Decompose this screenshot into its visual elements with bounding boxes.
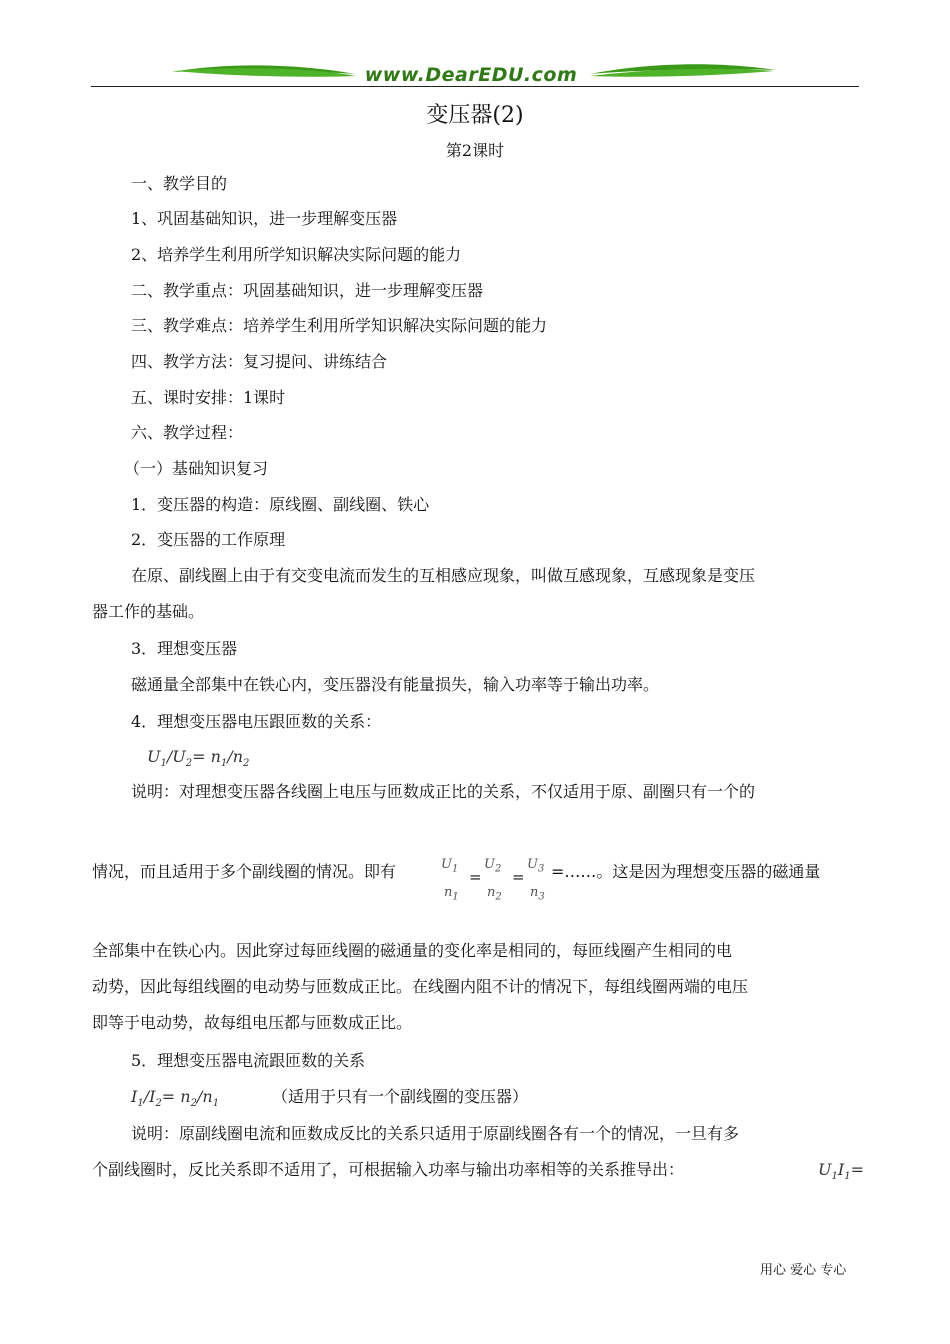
fraction-u3-den: $n_3$ <box>530 885 545 903</box>
site-logo-text: www.DearEDU.com <box>364 64 578 86</box>
current-formula: $I_1/I_2= n_2/n_1$ <box>131 1087 220 1110</box>
fraction-u1-num: $U_1$ <box>441 857 459 875</box>
explanation-emf: 动势，因此每组线圈的电动势与匝数成正比。在线圈内阻不计的情况下，每组线圈两端的电压 <box>92 977 749 996</box>
section-difficulties: 三、教学难点：培养学生利用所学知识解决实际问题的能力 <box>131 316 548 335</box>
paragraph-principle: 在原、副线圈上由于有交变电流而发生的互相感应现象，叫做互感现象，互感现象是变压 <box>131 566 756 585</box>
current-formula-note: （适用于只有一个副线圈的变压器） <box>272 1087 529 1106</box>
fraction-u2-num: $U_2$ <box>484 857 502 875</box>
section-objectives: 一、教学目的 <box>131 174 228 193</box>
page-footer: 用心 爱心 专心 <box>760 1263 847 1278</box>
voltage-formula: $U_1/U_2= n_1/n_2$ <box>147 747 250 770</box>
item-5: 5．理想变压器电流跟匝数的关系 <box>131 1051 366 1070</box>
explanation-voltage-cont-a: 情况，而且适用于多个副线圈的情况。即有 <box>92 862 397 881</box>
fraction-u2-den: $n_2$ <box>487 885 502 903</box>
explanation-flux: 全部集中在铁心内。因此穿过每匝线圈的磁通量的变化率是相同的，每匝线圈产生相同的电 <box>92 941 733 960</box>
header-rule <box>91 86 859 87</box>
page-header <box>0 0 950 100</box>
explanation-current: 说明：原副线圈电流和匝数成反比的关系只适用于原副线圈各有一个的情况，一旦有多 <box>131 1124 740 1143</box>
paragraph-ideal: 磁通量全部集中在铁心内，变压器没有能量损失，输入功率等于输出功率。 <box>131 675 660 694</box>
power-formula-start: $U_1I_1=$ <box>818 1160 864 1183</box>
objective-2: 2、培养学生利用所学知识解决实际问题的能力 <box>131 245 462 264</box>
fraction-u3-num: $U_3$ <box>527 857 545 875</box>
explanation-voltage-cont-b: =……。这是因为理想变压器的磁通量 <box>551 862 821 881</box>
fraction-u1-den: $n_1$ <box>444 885 459 903</box>
item-3: 3．理想变压器 <box>131 639 238 658</box>
objective-1: 1、巩固基础知识，进一步理解变压器 <box>131 209 398 228</box>
section-methods: 四、教学方法：复习提问、讲练结合 <box>131 352 388 371</box>
page-subtitle: 第2课时 <box>445 141 505 160</box>
paragraph-principle-cont: 器工作的基础。 <box>92 602 205 621</box>
equals-1: = <box>469 868 482 886</box>
item-2: 2．变压器的工作原理 <box>131 530 286 549</box>
explanation-voltage: 说明：对理想变压器各线圈上电压与匝数成正比的关系，不仅适用于原、副圈只有一个的 <box>131 782 756 801</box>
item-1: 1．变压器的构造：原线圈、副线圈、铁心 <box>131 495 430 514</box>
subsection-review: （一）基础知识复习 <box>124 459 269 478</box>
section-key-points: 二、教学重点：巩固基础知识，进一步理解变压器 <box>131 281 484 300</box>
page-title: 变压器(2) <box>426 103 524 128</box>
section-schedule: 五、课时安排：1课时 <box>131 388 286 407</box>
explanation-current-cont: 个副线圈时，反比关系即不适用了，可根据输入功率与输出功率相等的关系推导出： <box>92 1160 685 1179</box>
equals-2: = <box>512 868 525 886</box>
section-process: 六、教学过程： <box>131 423 244 442</box>
explanation-emf-cont: 即等于电动势，故每组电压都与匝数成正比。 <box>92 1013 413 1032</box>
item-4: 4．理想变压器电压跟匝数的关系： <box>131 712 382 731</box>
